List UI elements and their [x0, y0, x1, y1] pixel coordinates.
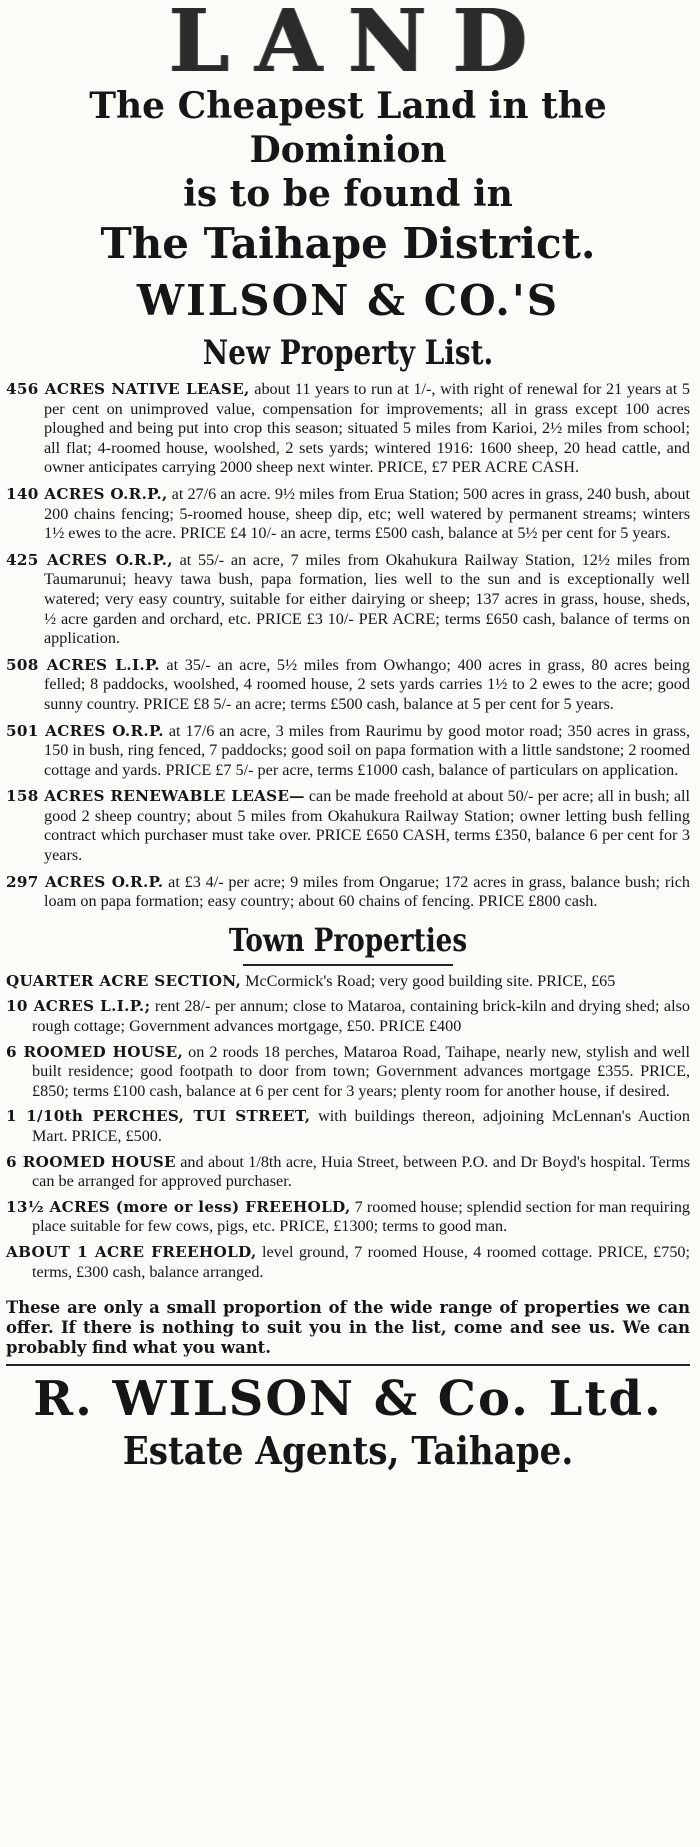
town-properties-heading: Town Properties	[228, 920, 468, 959]
town-item	[6, 1153, 690, 1192]
agent-subtitle: Estate Agents, Taihape.	[122, 1428, 574, 1474]
listing-body: at 27/6 an acre. 9½ miles from Erua Station; 500 acres in grass, 240 bush, about 200 chains fencing; 5-roomed house, sheep dip, etc; well watered by permanent streams; winters 1½ ewes to the acre. PRICE £4 10/- an acre, terms £500 cash, balance at 5½ per cent for 5 years.	[44, 484, 690, 543]
town-lead: 6 ROOMED HOUSE,	[6, 1042, 184, 1061]
town-item	[6, 1107, 690, 1146]
listing-body: at 35/- an acre, 5½ miles from Owhango; 400 acres in grass, 80 acres being felled; 8 paddocks, woolshed, 4 roomed house, 2 sets yards carries 1½ to 2 ewes to the acre; good sunny country. PRICE £8 5/- an acre; terms £500 cash, balance at 5 per cent for 5 years.	[44, 655, 690, 713]
tagline-line-1: The Cheapest Land in the Dominion	[89, 85, 607, 171]
listing-body: at 55/- an acre, 7 miles from Okahukura Railway Station, 12½ miles from Taumarunui; heavy tawa bush, papa formation, lies well to the sun and is exceptionally well watered; very easy country, suitable for either dairying or sheep; 137 acres in grass, house, sheds, ½ acre garden and orchard, etc. PRICE £3 10/- PER ACRE; terms £650 cash, balance of terms on application.	[44, 550, 690, 648]
listing-item	[6, 551, 690, 649]
town-body: and about 1/8th acre, Huia Street, between P.O. and Dr Boyd's hospital. Terms can be arranged for approved purchaser.	[32, 1152, 690, 1191]
listing-lead: 140 ACRES O.R.P.,	[6, 484, 168, 503]
town-lead: 6 ROOMED HOUSE	[6, 1152, 176, 1171]
town-lead: 10 ACRES L.I.P.;	[6, 997, 151, 1016]
town-lead: 13½ ACRES (more or less) FREEHOLD,	[6, 1197, 351, 1216]
footer-divider	[6, 1364, 690, 1366]
closing-statement: These are only a small proportion of the wide range of properties we can offer. If there is nothing to suit you in the list, come and see us. We can probably find what you want.	[6, 1298, 690, 1358]
property-list-heading: New Property List.	[202, 333, 494, 373]
listing-item	[6, 722, 690, 781]
town-body: level ground, 7 roomed House, 4 roomed cottage. PRICE, £750; terms, £300 cash, balance arranged.	[32, 1242, 691, 1281]
town-listings	[6, 972, 690, 1282]
listing-lead: 501 ACRES O.R.P.	[6, 721, 164, 740]
town-lead: QUARTER ACRE SECTION,	[6, 971, 242, 990]
rural-listings	[6, 380, 690, 912]
firm-name: WILSON & CO.'S	[136, 276, 560, 325]
listing-body: about 11 years to run at 1/-, with right of renewal for 21 years at 5 per cent on unimproved value, compensation for improvements; all in grass except 100 acres ploughed and being put into crop this season; situated 5 miles from Karioi, 2½ miles from school; all flat; 4-roomed house, woolshed, 2 sets yards; wintered 1916: 1600 sheep, 20 head cattle, and owner anticipates carrying 2000 sheep next winter. PRICE, £7 PER ACRE CASH.	[44, 380, 690, 477]
town-body: 7 roomed house; splendid section for man requiring place suitable for few cows, pigs, etc. PRICE, £1300; terms to good man.	[32, 1197, 691, 1236]
town-item	[6, 972, 690, 992]
listing-lead: 508 ACRES L.I.P.	[6, 655, 160, 674]
town-body: with buildings thereon, adjoining McLennan's Auction Mart. PRICE, £500.	[32, 1107, 690, 1145]
listing-lead: 425 ACRES O.R.P.,	[6, 550, 173, 569]
town-lead: 1 1/10th PERCHES, TUI STREET,	[6, 1107, 311, 1126]
listing-body: at 17/6 an acre, 3 miles from Raurimu by good motor road; 350 acres in grass, 150 in bush, ring fenced, 7 paddocks; good soil on papa formation with a little sandstone; 2 roomed cottage and yards. PRICE £7 5/- per acre, terms £1000 cash, balance of particulars on application.	[44, 721, 691, 779]
town-item	[6, 1198, 690, 1237]
town-body: on 2 roods 18 perches, Mataroa Road, Taihape, nearly new, stylish and well built residence; good footpath to door from town; Government advances mortgage £355. PRICE, £850; terms £100 cash, balance at 6 per cent for 3 years; plenty room for another house, if desired.	[32, 1042, 690, 1100]
listing-item	[6, 873, 690, 912]
tagline-line-2: is to be found in	[183, 173, 513, 215]
town-lead: ABOUT 1 ACRE FREEHOLD,	[6, 1242, 257, 1261]
town-item	[6, 1243, 690, 1282]
town-item	[6, 997, 690, 1036]
listing-item	[6, 380, 690, 478]
listing-item	[6, 485, 690, 544]
listing-lead: 297 ACRES O.R.P.	[6, 872, 164, 891]
listing-body: at £3 4/- per acre; 9 miles from Ongarue; 172 acres in grass, balance bush; rich loam on papa formation; easy country; about 60 chains of fencing. PRICE £800 cash.	[44, 872, 690, 911]
district-heading: The Taihape District.	[100, 219, 596, 268]
town-body: McCormick's Road; very good building site. PRICE, £65	[241, 971, 616, 990]
listing-item	[6, 656, 690, 715]
listing-item	[6, 787, 690, 865]
heading-divider	[243, 964, 453, 966]
town-body: rent 28/- per annum; close to Mataroa, containing brick-kiln and drying shed; also rough cottage; Government advances mortgage, £50. PRICE £400	[32, 997, 690, 1036]
agent-name: R. WILSON & Co. Ltd.	[33, 1371, 663, 1428]
listing-body: can be made freehold at about 50/- per acre; all in bush; all good 2 sheep country; about 5 miles from Okahukura Railway Station; owner letting bush felling contract which purchaser must take over. PRICE £650 CASH, terms £350, balance 6 per cent for 3 years.	[44, 787, 690, 865]
listing-lead: 456 ACRES NATIVE LEASE,	[6, 380, 250, 398]
town-item	[6, 1043, 690, 1102]
ad-title: LAND	[168, 0, 554, 92]
listing-lead: 158 ACRES RENEWABLE LEASE—	[6, 787, 305, 806]
